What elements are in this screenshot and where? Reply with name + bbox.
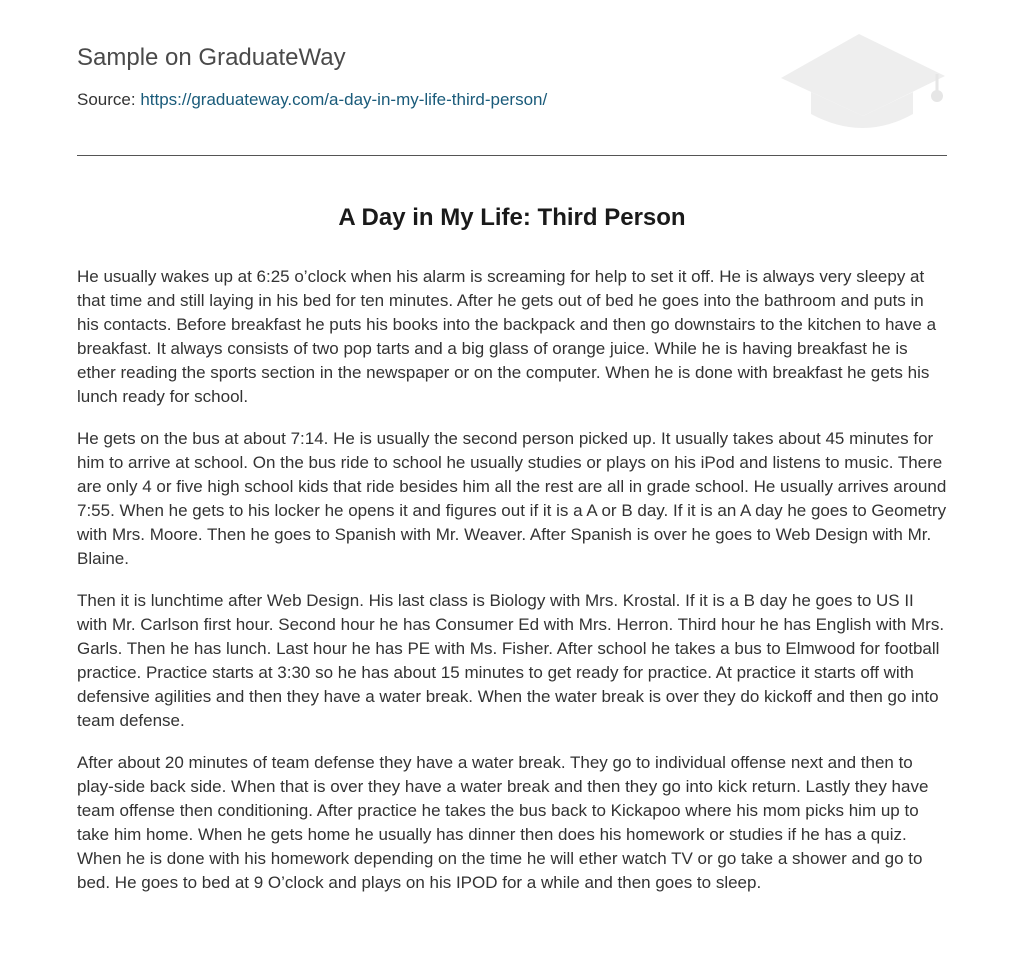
paragraph: He usually wakes up at 6:25 o’clock when his alarm is screaming for help to set it off. He is always very sleepy at that time and still laying in his bed for ten minutes. After he gets out of bed he goes into the bathroom and puts in his contacts. Before breakfast he puts his books into the backpack and then go downstairs to the kitchen to have a breakfast. It always consists of two pop tarts and a big glass of orange juice. While he is having breakfast he is ether reading the sports section in the newspaper or on the computer. When he is done with breakfast he gets his lunch ready for school. [77, 267, 937, 406]
header [77, 0, 947, 156]
document-body [77, 265, 947, 895]
document-title: A Day in My Life: Third Person [338, 204, 686, 231]
page [77, 0, 947, 913]
paragraph: He gets on the bus at about 7:14. He is usually the second person picked up. It usually takes about 45 minutes for him to arrive at school. On the bus ride to school he usually studies or plays on his iPod and listens to music. There are only 4 or five high school kids that ride besides him all the rest are all in grade school. He usually arrives around 7:55. When he gets to his locker he opens it and figures out if it is a A or B day. If it is an A day he goes to Geometry with Mrs. Moore. Then he goes to Spanish with Mr. Weaver. After Spanish is over he goes to Web Design with Mr. Blaine. [77, 429, 947, 568]
source-label: Source: [77, 90, 136, 109]
site-title: Sample on GraduateWay [77, 44, 346, 71]
source-link[interactable]: https://graduateway.com/a-day-in-my-life-third-person/ [140, 90, 548, 109]
paragraph: After about 20 minutes of team defense they have a water break. They go to individual offense next and then to play-side back side. When that is over they have a water break and then they go into kick return. Lastly they have team offense then conditioning. After practice he takes the bus back to Kickapoo where his mom picks him up to take him home. When he gets home he usually has dinner then does his homework or studies if he has a quiz. When he is done with his homework depending on the time he will ether watch TV or go take a shower and go to bed. He goes to bed at 9 O’clock and plays on his IPOD for a while and then goes to sleep. [77, 753, 929, 892]
graduation-cap-icon [777, 30, 947, 134]
source-line [77, 90, 547, 110]
paragraph: Then it is lunchtime after Web Design. His last class is Biology with Mrs. Krostal. If it is a B day he goes to US II with Mr. Carlson first hour. Second hour he has Consumer Ed with Mrs. Herron. Third hour he has English with Mrs. Garls. Then he has lunch. Last hour he has PE with Ms. Fisher. After school he takes a bus to Elmwood for football practice. Practice starts at 3:30 so he has about 15 minutes to get ready for practice. At practice it starts off with defensive agilities and then they have a water break. When the water break is over they do kickoff and then go into team defense. [77, 591, 945, 730]
